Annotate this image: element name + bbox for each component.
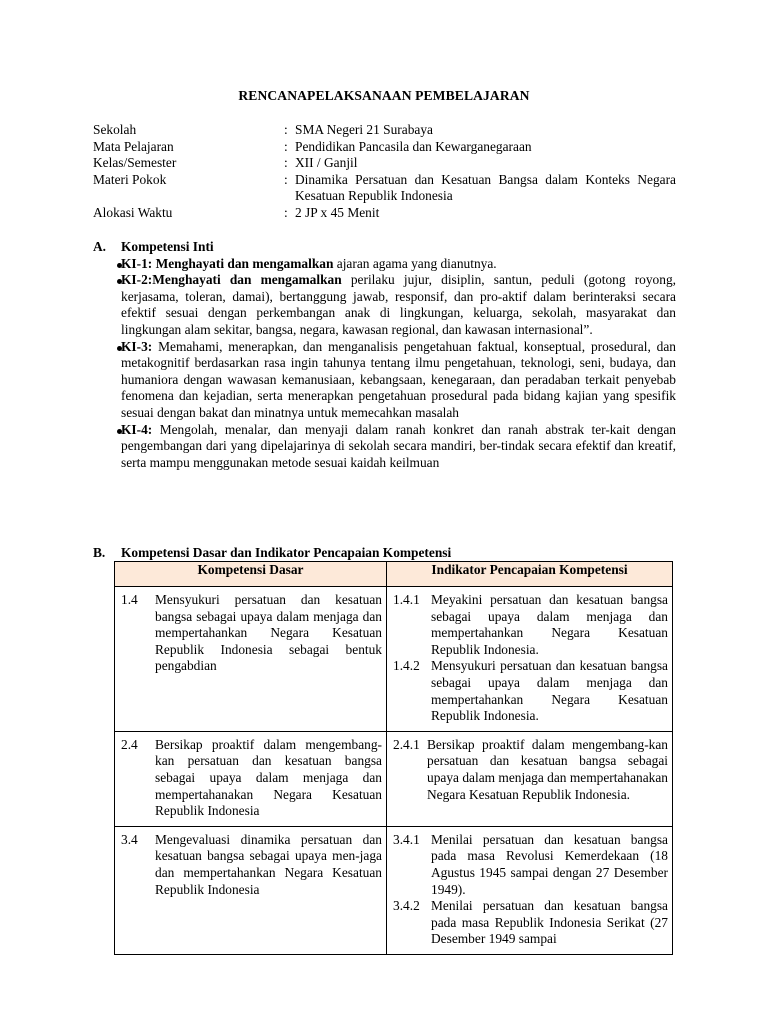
kd-number: 2.4 (121, 736, 138, 752)
indicator-number: 2.4.1 (393, 736, 420, 752)
identity-table (93, 122, 676, 222)
indicator-number: 3.4.2 (393, 898, 420, 914)
indicator-text: Meyakini persatuan dan kesatuan bangsa sebagai upaya dalam menjaga dan mempertahankan Negara Kesatuan Republik Indonesia. (431, 592, 668, 657)
meta-row-class: Kelas/Semester : XII / Ganjil (93, 155, 676, 172)
competence-table (114, 561, 673, 955)
indicator-number: 1.4.1 (393, 592, 420, 607)
meta-value: Pendidikan Pancasila dan Kewarganegaraan (295, 138, 532, 154)
list-item: KI-2:Menghayati dan mengamalkan perilaku jujur, disiplin, santun, peduli (gotong royong, kerjasama, toleran, damai), bertanggung jawab, responsif, dan pro-aktif dalam berinteraksi secara efektif sesuai dengan perkembangan anak di lingkungan, keluarga, sekolah, masyarakat dan lingkungan alam sekitar, bangsa, negara, kawasan regional, dan kawasan internasional”. (93, 272, 676, 338)
basic-competence-section (93, 545, 676, 562)
kd-text: Bersikap proaktif dalam mengembang-kan persatuan dan kesatuan bangsa sebagai upaya dalam menjaga dan mempertahanakan Negara Kesatuan Republik Indonesia (155, 736, 382, 819)
meta-key: Kelas/Semester (93, 155, 177, 171)
list-item: KI-4: Mengolah, menalar, dan menyaji dalam ranah konkret dan ranah abstrak ter-kait dengan pengembangan dari yang dipelajarinya di sekolah secara mandiri, ber-tindak secara efektif dan kreatif, serta mampu menggunakan metode sesuai kaidah keilmuan (93, 422, 676, 472)
kd-cell (115, 826, 387, 954)
meta-key: Sekolah (93, 122, 137, 137)
ki-list (93, 256, 676, 472)
meta-value: Dinamika Persatuan dan Kesatuan Bangsa dalam Konteks Negara Kesatuan Republik Indonesia (295, 171, 676, 204)
section-title: Kompetensi Dasar dan Indikator Pencapaian Kompetensi (121, 545, 452, 560)
bullet-icon (93, 422, 121, 472)
meta-row-school: Sekolah : SMA Negeri 21 Surabaya (93, 122, 676, 139)
column-header-kd: Kompetensi Dasar (115, 562, 387, 587)
list-item: KI-3: Memahami, menerapkan, dan menganalisis pengetahuan faktual, konseptual, prosedural, dan metakognitif berdasarkan rasa ingin tahunya tentang ilmu pengetahuan, teknologi, seni, budaya, dan humaniora dengan wawasan kemanusiaan, kebangsaan, kenegaraan, dan peradaban terkait penyebab fenomena dan kejadian, serta menerapkan pengetahuan prosedural pada bidang kajian yang spesifik sesuai dengan bakat dan minatnya untuk memecahkan masalah (93, 339, 676, 422)
kd-cell (115, 731, 387, 826)
kd-text: Mensyukuri persatuan dan kesatuan bangsa sebagai upaya dalam menjaga dan mempertahankan Negara Kesatuan Republik Indonesia sebagai bentuk pengabdian (155, 592, 382, 674)
ipk-cell (387, 731, 673, 826)
indicator-number: 1.4.2 (393, 658, 420, 674)
bullet-icon (93, 256, 121, 273)
kd-number: 3.4 (121, 831, 138, 847)
indicator-text: Menilai persatuan dan kesatuan bangsa pada masa Republik Indonesia Serikat (27 Desember 1949 sampai (431, 898, 668, 947)
indicator-text: Mensyukuri persatuan dan kesatuan bangsa sebagai upaya dalam menjaga dan mempertahankan Negara Kesatuan Republik Indonesia. (431, 658, 668, 724)
ipk-cell (387, 587, 673, 732)
kd-cell (115, 587, 387, 732)
core-competence-section (93, 239, 676, 471)
list-item: KI-1: Menghayati dan mengamalkan ajaran agama yang dianutnya. (93, 256, 676, 273)
meta-row-subject: Mata Pelajaran : Pendidikan Pancasila dan Kewarganegaraan (93, 139, 676, 156)
meta-row-topic: Materi Pokok : Dinamika Persatuan dan Kesatuan Bangsa dalam Konteks Negara Kesatuan Republik Indonesia (93, 171, 676, 204)
indicator-text: Bersikap proaktif dalam mengembang-kan persatuan dan kesatuan bangsa sebagai upaya dalam menjaga dan mempertahanakan Negara Kesatuan Republik Indonesia. (427, 736, 668, 802)
meta-value: XII / Ganjil (295, 155, 358, 171)
table-row (115, 587, 673, 732)
meta-key: Alokasi Waktu (93, 204, 173, 220)
indicator-text: Menilai persatuan dan kesatuan bangsa pada masa Revolusi Kemerdekaan (18 Agustus 1945 sampai dengan 27 Desember 1949). (431, 831, 668, 897)
meta-row-time: Alokasi Waktu : 2 JP x 45 Menit (93, 205, 676, 222)
kd-text: Mengevaluasi dinamika persatuan dan kesatuan bangsa sebagai upaya men-jaga dan mempertahankan Negara Kesatuan Republik Indonesia (155, 831, 382, 897)
meta-value: SMA Negeri 21 Surabaya (295, 122, 433, 137)
meta-key: Mata Pelajaran (93, 138, 174, 154)
table-row (115, 731, 673, 826)
kd-number: 1.4 (121, 592, 138, 607)
document-title: RENCANAPELAKSANAAN PEMBELAJARAN (238, 88, 530, 103)
column-header-ipk: Indikator Pencapaian Kompetensi (387, 562, 673, 587)
section-number: B. (93, 545, 106, 560)
table-row (115, 826, 673, 954)
section-number: A. (93, 239, 107, 254)
section-title: Kompetensi Inti (121, 239, 214, 254)
bullet-icon (93, 272, 121, 338)
bullet-icon (93, 339, 121, 422)
meta-value: 2 JP x 45 Menit (295, 204, 380, 220)
section-heading (93, 545, 676, 562)
section-heading (93, 239, 676, 256)
meta-key: Materi Pokok (93, 171, 167, 187)
ipk-cell (387, 826, 673, 954)
table-header-row (115, 562, 673, 587)
indicator-number: 3.4.1 (393, 831, 420, 847)
